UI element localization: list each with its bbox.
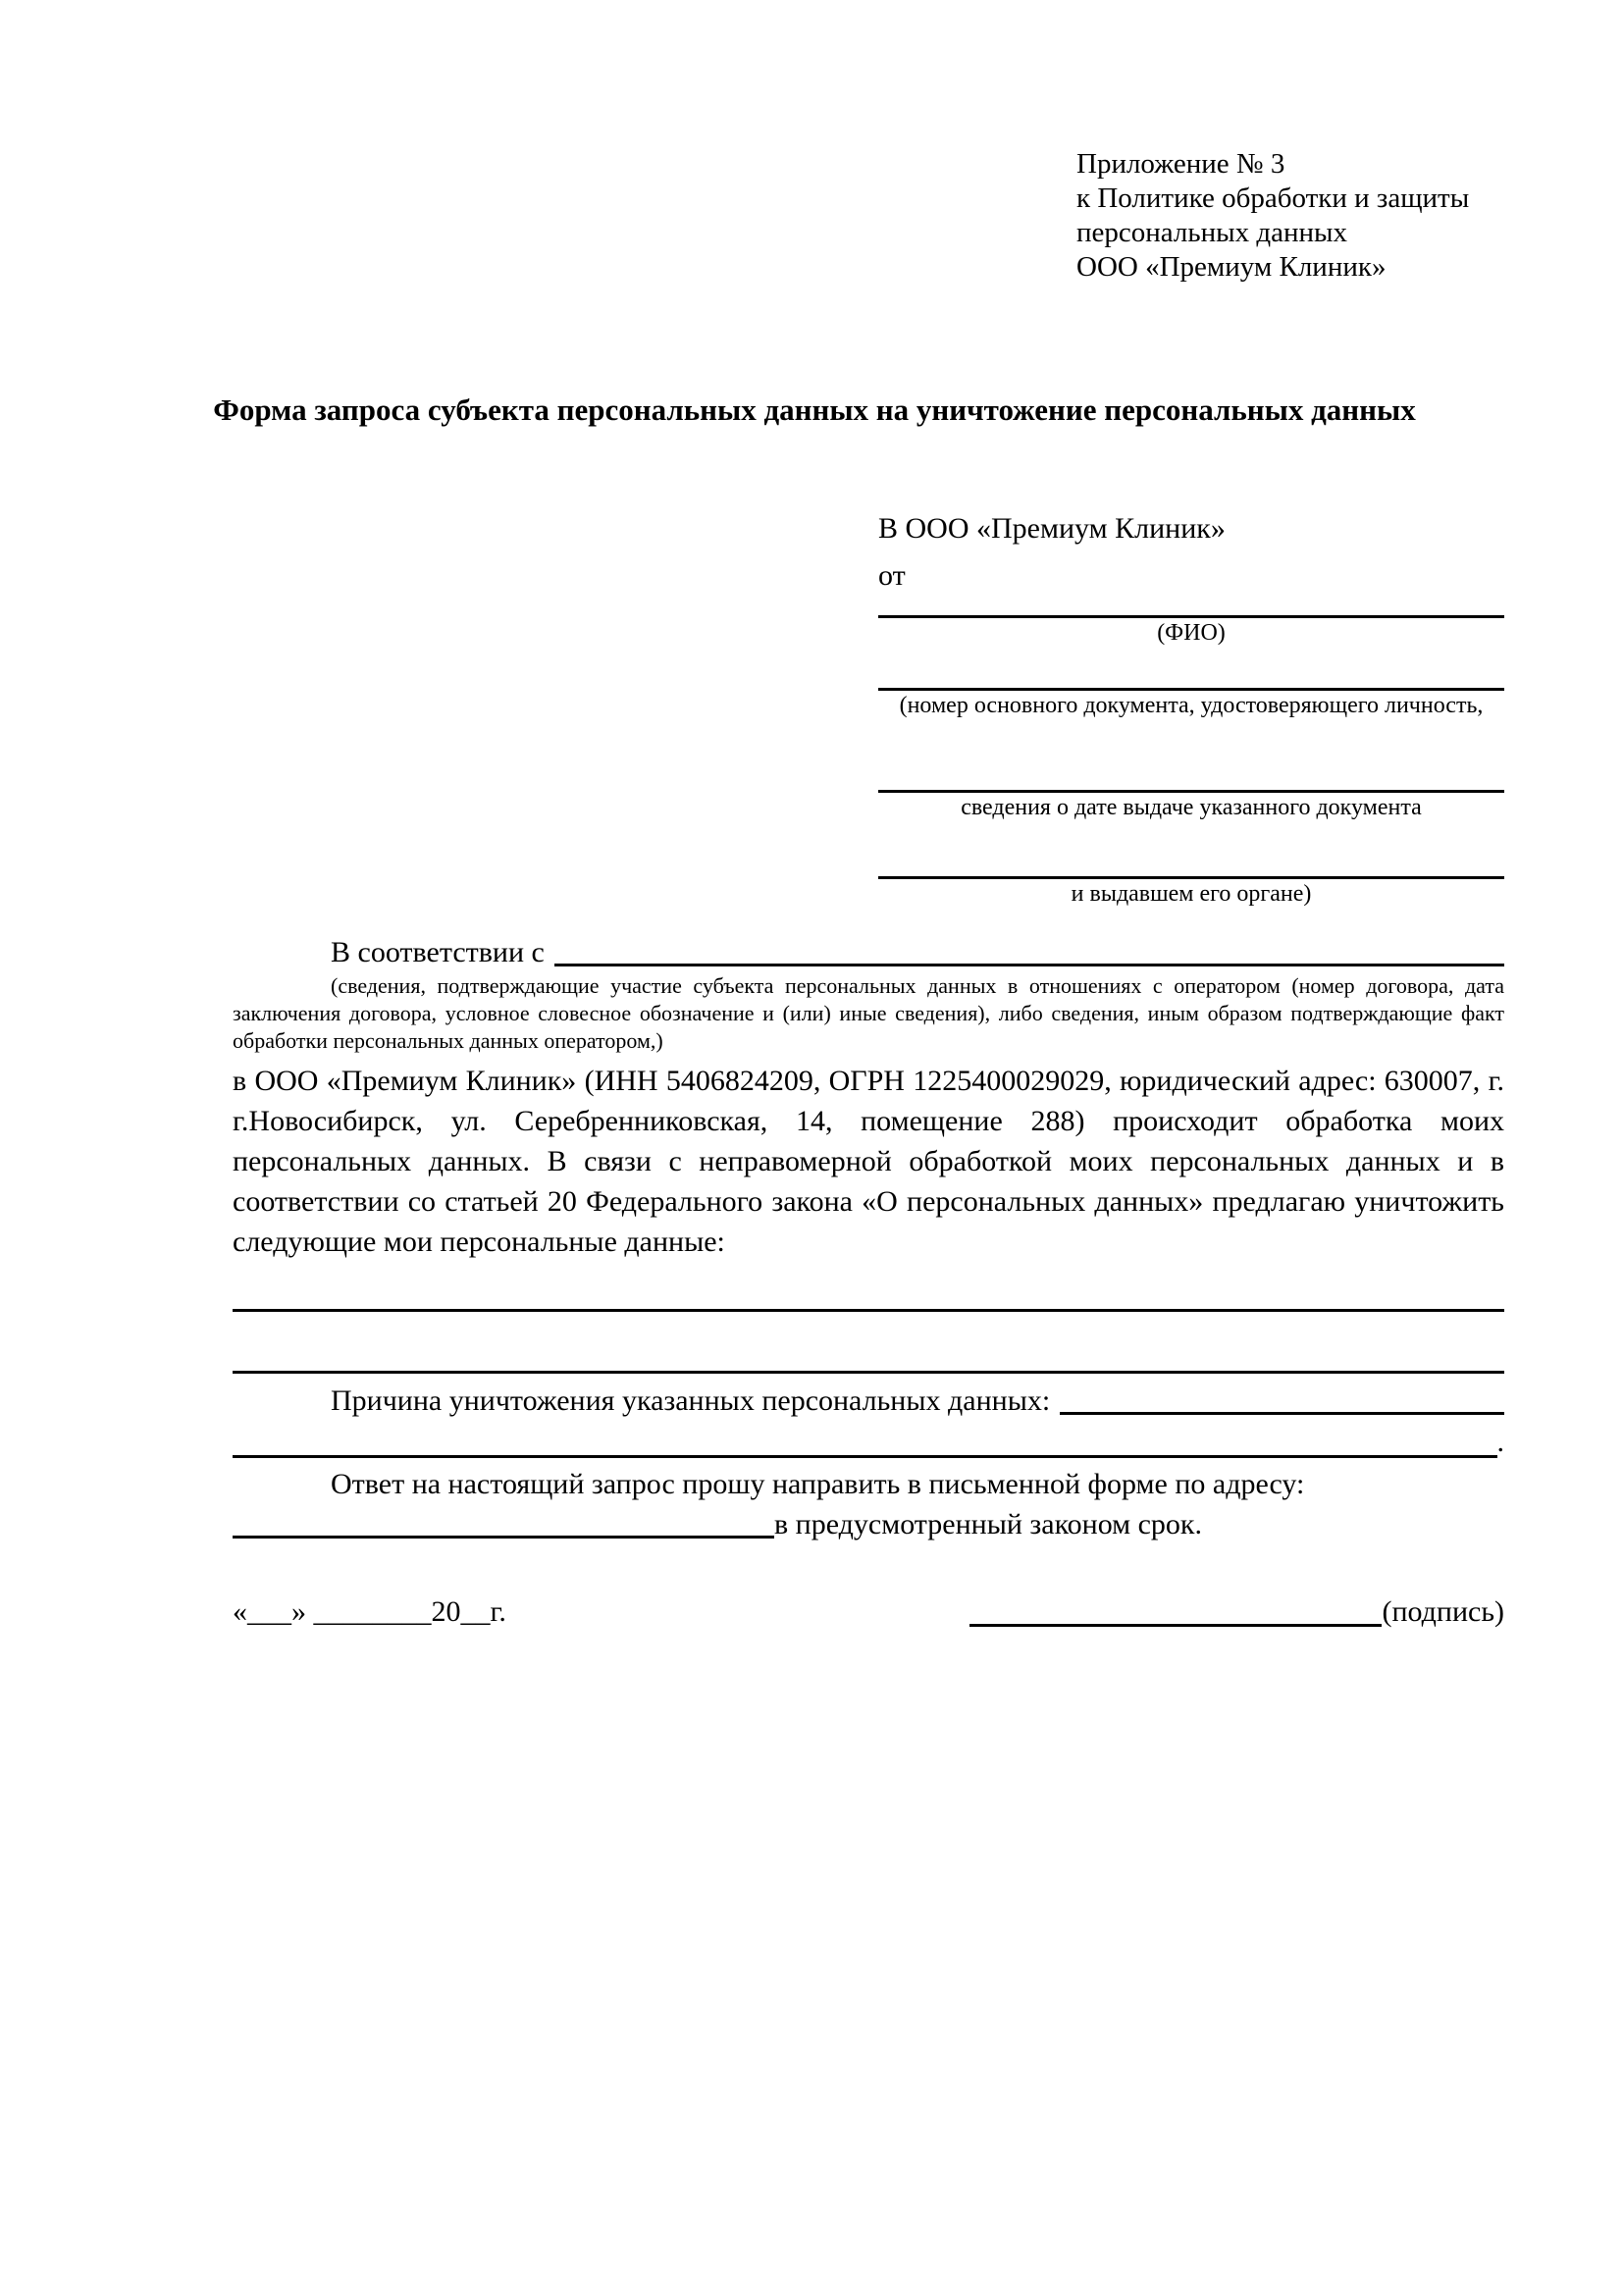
field-document-issue-date: [878, 790, 1504, 821]
accordance-write-line: [554, 964, 1504, 966]
accordance-line: [233, 933, 1504, 972]
reason-line: [233, 1382, 1504, 1421]
date-line: «___» ________20__г.: [233, 1595, 506, 1628]
data-write-line-1: [233, 1309, 1504, 1312]
annex-line-1: Приложение № 3: [1076, 148, 1285, 180]
reason-write-line: [1060, 1412, 1504, 1415]
response-tail: в предусмотренный законом срок.: [774, 1508, 1202, 1540]
field-document-number: [878, 688, 1504, 719]
annex-line-2: к Политике обработки и защиты: [1076, 183, 1470, 214]
address-write-line: [233, 1536, 774, 1539]
main-paragraph: в ООО «Премиум Клиник» (ИНН 5406824209, ОГРН 1225400029029, юридический адрес: 630007, г. г.Новосибирск, ул. Серебренниковская, 14, помещение 288) происходит обработка моих персональных данных. В связи с неправомерной обработкой моих персональных данных и в соответствии со статьей 20 Федерального закона «О персональных данных» предлагаю уничтожить следующие мои персональные данные:: [233, 1065, 1504, 1258]
response-lead: Ответ на настоящий запрос прошу направить в письменной форме по адресу:: [331, 1468, 1305, 1500]
reason-label: Причина уничтожения указанных персональных данных:: [331, 1384, 1051, 1417]
document-number-caption: (номер основного документа, удостоверяющего личность,: [899, 693, 1484, 718]
form-title: Форма запроса субъекта персональных данных на уничтожение персональных данных: [213, 392, 1416, 427]
annex-block: [1076, 147, 1504, 285]
response-tail-line: [233, 1504, 1504, 1544]
field-fio: [878, 615, 1504, 647]
issuing-authority-caption: и выдавшем его органе): [1071, 881, 1312, 907]
signature-write-line: [969, 1624, 1382, 1627]
annex-line-4: ООО «Премиум Клиник»: [1076, 251, 1387, 283]
accordance-label: В соответствии с: [331, 936, 545, 968]
signing-row: [233, 1592, 1504, 1633]
signature-group: [969, 1592, 1504, 1633]
accordance-note: (сведения, подтверждающие участие субъекта персональных данных в отношениях с оператором (номер договора, дата заключения договора, условное словесное обозначение и (или) иные сведения), либо сведения, иным образом подтверждающие факт обработки персональных данных оператором,): [233, 973, 1504, 1053]
reason-continuation-write-line: [233, 1455, 1497, 1458]
line-end-period: .: [1496, 1426, 1504, 1458]
signature-caption: (подпись): [1382, 1595, 1504, 1628]
addressee-block: [878, 509, 1504, 908]
field-issuing-authority: [878, 876, 1504, 908]
addressee-from-label: от: [878, 559, 906, 592]
reason-continuation-line: [233, 1421, 1504, 1464]
annex-line-3: персональных данных: [1076, 217, 1348, 248]
addressee-to: В ООО «Премиум Клиник»: [878, 512, 1226, 545]
fio-caption: (ФИО): [1157, 620, 1226, 646]
data-write-line-2: [233, 1371, 1504, 1374]
document-issue-date-caption: сведения о дате выдаче указанного документа: [961, 795, 1422, 820]
